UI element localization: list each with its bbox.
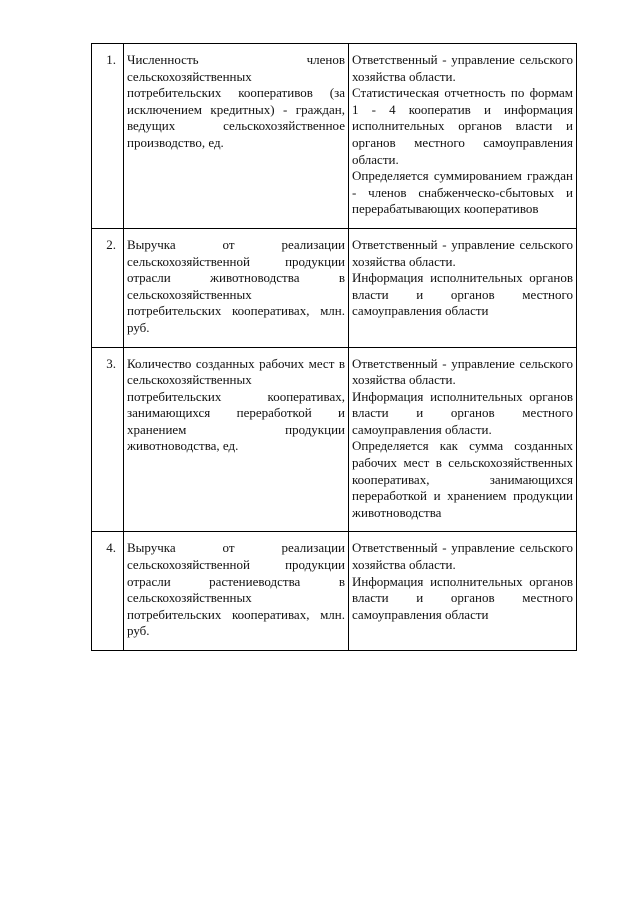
responsible-paragraph: Статистическая отчетность по формам 1 - 4 кооператив и информация исполнительных органов власти и органов местного самоуправления области.	[352, 85, 573, 167]
responsible-paragraph: Информация исполнительных органов власти и органов местного самоуправления области	[352, 573, 573, 622]
responsible-cell	[349, 532, 577, 651]
responsible-cell	[349, 347, 577, 532]
responsible-paragraph: Ответственный - управление сельского хозяйства области.	[352, 236, 573, 269]
indicators-table	[91, 43, 577, 651]
indicator-cell	[124, 228, 349, 347]
responsible-paragraph: Определяется как сумма созданных рабочих мест в сельскохозяйственных кооперативах, занимающихся переработкой и хранением продукции животноводства	[352, 438, 573, 520]
table-row	[92, 228, 577, 347]
indicator-text: Численность членов сельскохозяйственных потребительских кооперативов (за исключением кредитных) - граждан, ведущих сельскохозяйственное производство, ед.	[127, 52, 345, 150]
responsible-paragraph: Информация исполнительных органов власти и органов местного самоуправления области.	[352, 388, 573, 437]
row-number: 2.	[92, 228, 124, 347]
indicator-text: Выручка от реализации сельскохозяйственной продукции отрасли животноводства в сельскохозяйственных потребительских кооперативах, млн. руб.	[127, 236, 345, 335]
responsible-paragraph: Ответственный - управление сельского хозяйства области.	[352, 355, 573, 388]
responsible-cell	[349, 44, 577, 229]
responsible-paragraph: Ответственный - управление сельского хозяйства области.	[352, 52, 573, 84]
responsible-paragraph: Определяется суммированием граждан - членов снабженческо-сбытовых и перерабатывающих кооперативов	[352, 168, 573, 217]
responsible-paragraph: Ответственный - управление сельского хозяйства области.	[352, 540, 573, 573]
table-row	[92, 347, 577, 532]
indicator-cell	[124, 347, 349, 532]
row-number: 4.	[92, 532, 124, 651]
table-row	[92, 44, 577, 229]
indicator-text: Выручка от реализации сельскохозяйственной продукции отрасли растениеводства в сельскохозяйственных потребительских кооперативах, млн. руб.	[127, 540, 345, 639]
row-number: 1.	[92, 44, 124, 229]
responsible-cell	[349, 228, 577, 347]
indicator-cell	[124, 44, 349, 229]
row-number: 3.	[92, 347, 124, 532]
indicator-cell	[124, 532, 349, 651]
indicator-text: Количество созданных рабочих мест в сельскохозяйственных потребительских кооперативах, занимающихся переработкой и хранением продукции животноводства, ед.	[127, 355, 345, 454]
table-row	[92, 532, 577, 651]
responsible-paragraph: Информация исполнительных органов власти и органов местного самоуправления области	[352, 270, 573, 319]
